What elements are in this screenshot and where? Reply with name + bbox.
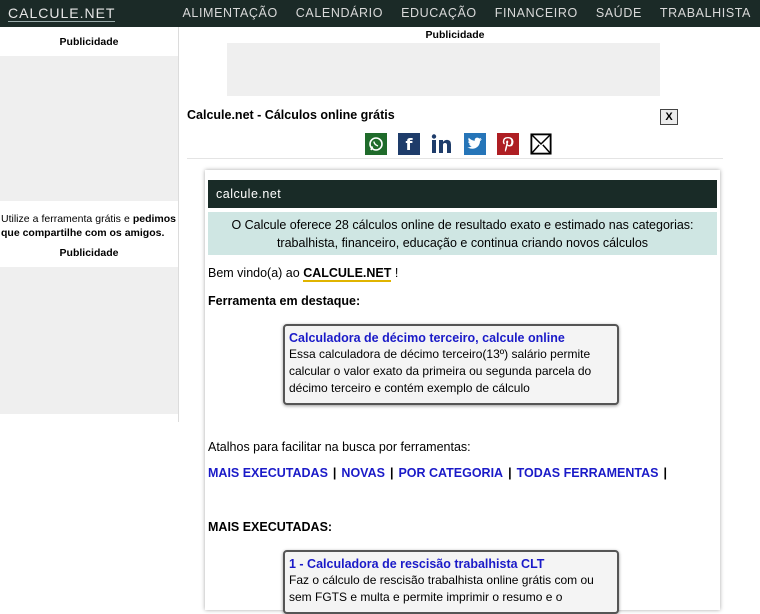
nav-calendario[interactable]: CALENDÁRIO [295,6,384,20]
shortcuts-label: Atalhos para facilitar na busca por ferramentas: [208,440,471,454]
nav-trabalhista[interactable]: TRABALHISTA [659,6,751,20]
sidebar-share-text: Utilize a ferramenta grátis e pedimos que compartilhe com os amigos. [1,213,176,239]
shortcut-mais-executadas[interactable]: MAIS EXECUTADAS [208,466,328,480]
welcome-text: Bem vindo(a) ao CALCULE.NET ! [208,266,399,280]
shortcut-novas[interactable]: NOVAS [341,466,385,480]
featured-label: Ferramenta em destaque: [208,294,361,308]
most-executed-label: MAIS EXECUTADAS: [208,520,333,534]
twitter-icon[interactable] [464,133,486,155]
shortcuts-links: MAIS EXECUTADAS | NOVAS | POR CATEGORIA | TODAS FERRAMENTAS | [208,466,667,480]
featured-tool-card[interactable] [283,324,619,405]
top-ad-label: Publicidade [425,29,485,41]
top-navbar [0,0,760,27]
sidebar-ad-label: Publicidade [59,36,119,48]
nav-saude[interactable]: SAÚDE [595,6,642,20]
divider [187,158,723,159]
most-executed-desc: Faz o cálculo de rescisão trabalhista online grátis com ou sem FGTS e multa e permite imprimir o resumo e o [289,573,594,604]
whatsapp-icon[interactable] [365,133,387,155]
nav-educacao[interactable]: EDUCAÇÃO [401,6,477,20]
intro-banner: O Calcule oferece 28 cálculos online de resultado exato e estimado nas categorias: trabalhista, financeiro, educação e continua criando novos cálculos [208,212,717,255]
sidebar-ad-slot-1[interactable] [0,56,178,201]
sidebar-ad-slot-2[interactable] [0,267,178,414]
pinterest-icon[interactable] [497,133,519,155]
featured-tool-title[interactable]: Calculadora de décimo terceiro, calcule online [289,331,565,345]
top-ad-slot[interactable] [227,43,660,96]
site-logo[interactable]: CALCULE.NET [8,5,116,21]
shortcut-por-categoria[interactable]: POR CATEGORIA [398,466,504,480]
card-header: calcule.net [208,180,717,208]
close-button[interactable]: X [660,109,678,125]
main-nav [165,6,752,20]
welcome-brand: CALCULE.NET [303,266,392,280]
nav-financeiro[interactable]: FINANCEIRO [494,6,578,20]
page-title: Calcule.net - Cálculos online grátis [187,108,395,122]
email-icon[interactable] [530,133,552,155]
nav-alimentacao[interactable]: ALIMENTAÇÃO [182,6,278,20]
share-bar [365,133,563,155]
featured-tool-desc: Essa calculadora de décimo terceiro(13º) salário permite calcular o valor exato da primeira ou segunda parcela do décimo terceiro e contém exemplo de cálculo [289,347,592,395]
sidebar-ad-label-2: Publicidade [59,247,119,259]
left-sidebar [0,27,179,422]
content-card [205,170,720,610]
shortcut-todas-ferramentas[interactable]: TODAS FERRAMENTAS [516,466,659,480]
most-executed-card[interactable] [283,550,619,614]
most-executed-title[interactable]: 1 - Calculadora de rescisão trabalhista CLT [289,557,545,571]
facebook-icon[interactable]: f [398,133,420,155]
linkedin-icon[interactable] [431,133,453,155]
